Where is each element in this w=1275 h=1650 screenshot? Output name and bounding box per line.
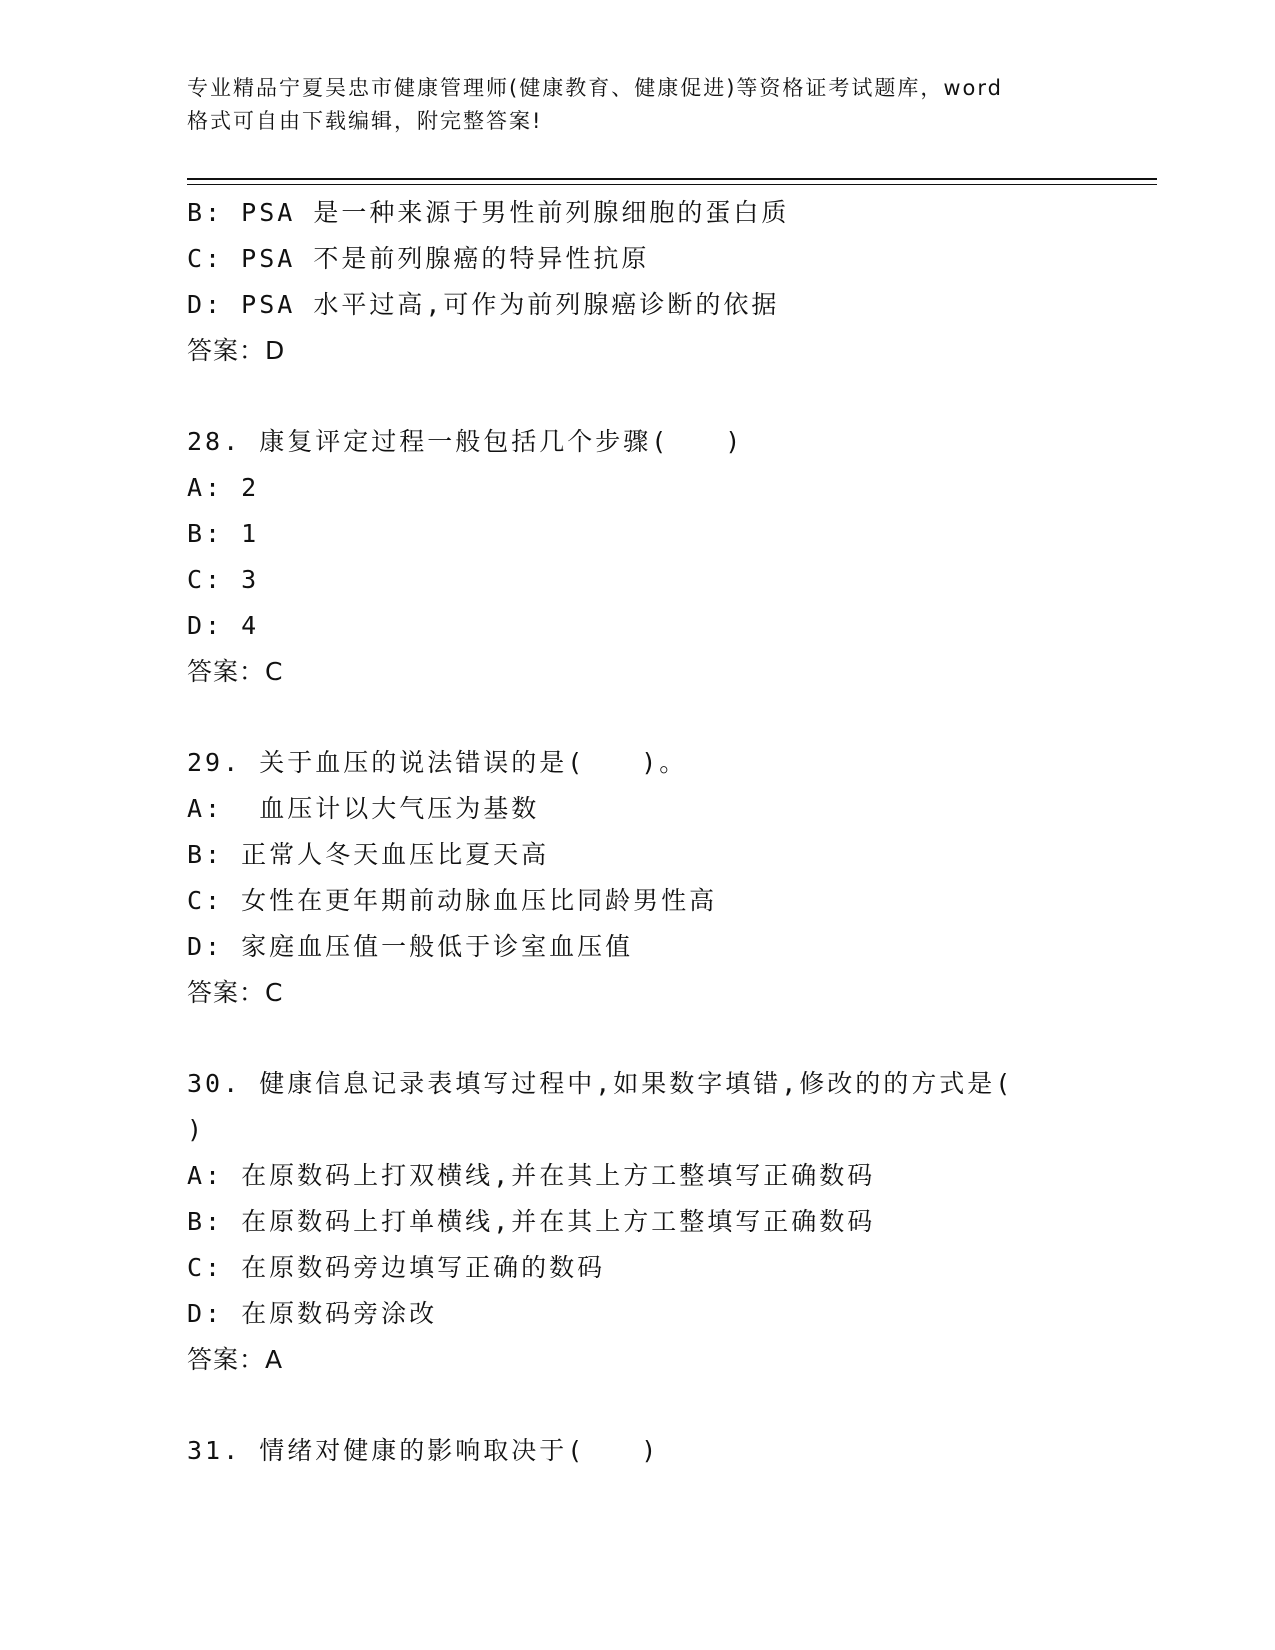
header-line-1: 专业精品宁夏吴忠市健康管理师(健康教育、健康促进)等资格证考试题库，word (187, 76, 1004, 100)
spacer (187, 1383, 1087, 1428)
question-stem: 31. 情绪对健康的影响取决于( ) (187, 1436, 660, 1465)
question-stem: 29. 关于血压的说法错误的是( )。 (187, 748, 688, 777)
option-c: C: 在原数码旁边填写正确的数码 (187, 1253, 606, 1282)
option-a: A: 血压计以大气压为基数 (187, 794, 540, 823)
header-divider-thin (187, 184, 1157, 185)
option-a: A: 2 (187, 473, 260, 502)
option-c: C: 3 (187, 565, 260, 594)
answer: 答案：C (187, 978, 284, 1007)
question-29 (187, 740, 1087, 1016)
question-stem: 28. 康复评定过程一般包括几个步骤( ) (187, 427, 744, 456)
question-28 (187, 419, 1087, 695)
option-b: B: 正常人冬天血压比夏天高 (187, 840, 550, 869)
option-b: B: 1 (187, 519, 260, 548)
header-divider-thick (187, 178, 1157, 180)
document-header (187, 72, 1087, 138)
question-stem-line-2: ) (187, 1115, 206, 1144)
option-d: D: PSA 水平过高,可作为前列腺癌诊断的依据 (187, 290, 780, 319)
option-b: B: 在原数码上打单横线,并在其上方工整填写正确数码 (187, 1207, 876, 1236)
spacer (187, 1016, 1087, 1061)
question-30 (187, 1061, 1087, 1383)
question-list (187, 190, 1087, 1474)
option-c: C: PSA 不是前列腺癌的特异性抗原 (187, 244, 650, 273)
option-a: A: 在原数码上打双横线,并在其上方工整填写正确数码 (187, 1161, 876, 1190)
spacer (187, 695, 1087, 740)
answer: 答案：D (187, 336, 286, 365)
question-27 (187, 190, 1087, 374)
answer: 答案：A (187, 1345, 284, 1374)
option-c: C: 女性在更年期前动脉血压比同龄男性高 (187, 886, 718, 915)
option-d: D: 4 (187, 611, 260, 640)
question-31 (187, 1428, 1087, 1474)
question-stem-line-1: 30. 健康信息记录表填写过程中,如果数字填错,修改的的方式是( (187, 1069, 1014, 1098)
spacer (187, 374, 1087, 419)
header-line-2: 格式可自由下载编辑，附完整答案! (187, 109, 543, 133)
option-b: B: PSA 是一种来源于男性前列腺细胞的蛋白质 (187, 198, 790, 227)
option-d: D: 在原数码旁涂改 (187, 1299, 438, 1328)
answer: 答案：C (187, 657, 284, 686)
option-d: D: 家庭血压值一般低于诊室血压值 (187, 932, 634, 961)
